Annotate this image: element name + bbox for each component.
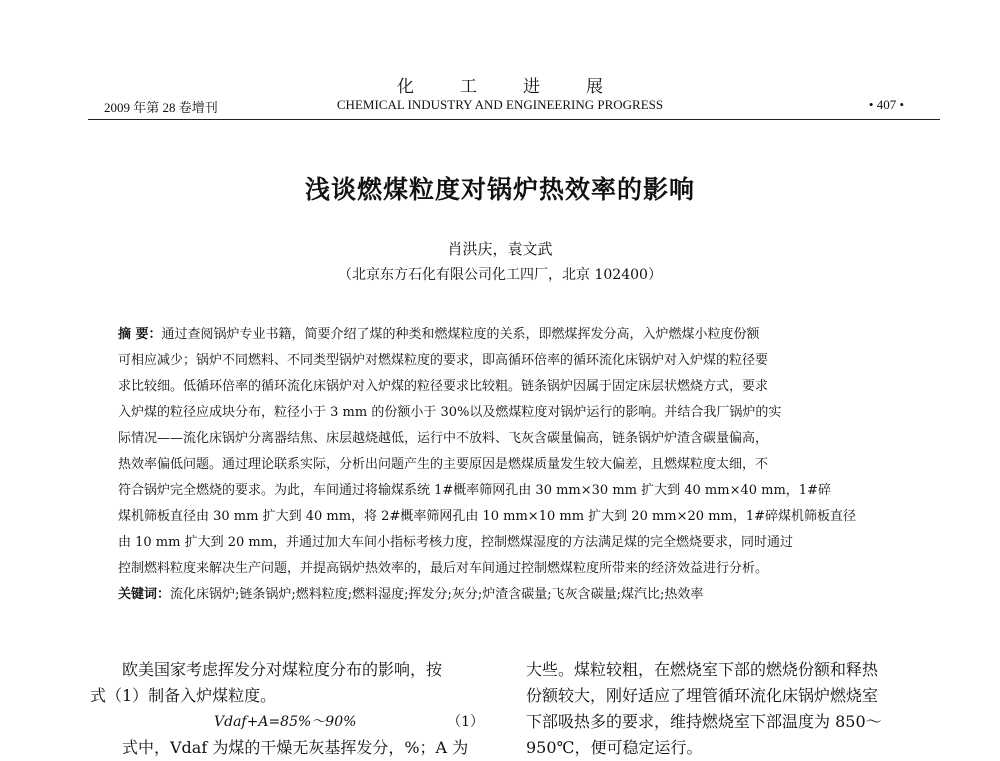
body-line: 欧美国家考虑挥发分对煤粒度分布的影响，按 [122,660,443,679]
abstract-line [118,322,898,348]
body-line: 式中，Vdaf 为煤的干燥无灰基挥发分，%；A 为 [122,738,469,757]
keywords-line [118,582,898,608]
body-line: 份额较大，刚好适应了埋管循环流化床锅炉燃烧室 [526,686,879,705]
issue-info: 2009 年第 28 卷增刊 [104,100,218,115]
abstract-line: 热效率偏低问题。通过理论联系实际，分析出问题产生的主要原因是燃煤质量发生较大偏差，且燃煤粒度太细，不 [118,457,769,472]
journal-name-en: CHEMICAL INDUSTRY AND ENGINEERING PROGRESS [336,97,664,112]
body-column-right [526,657,940,761]
abstract-line: 际情况——流化床锅炉分离器结焦、床层越烧越低，运行中不放料、飞灰含碳量偏高，链条锅炉炉渣含碳量偏高， [118,431,769,446]
article-title: 浅谈燃煤粒度对锅炉热效率的影响 [304,175,695,204]
body-line: 下部吸热多的要求，维持燃烧室下部温度为 850～ [526,712,882,731]
author-affiliation: （北京东方石化有限公司化工四厂，北京 102400） [338,267,662,283]
abstract-line: 求比较细。低循环倍率的循环流化床锅炉对入炉煤的粒径要求比较粗。链条锅炉因属于固定床层状燃烧方式，要求 [118,379,769,394]
body-line: 式（1）制备入炉煤粒度。 [90,686,277,705]
abstract [118,322,898,608]
equation-number: （1） [447,714,484,730]
header-rule [88,119,940,120]
page-number: • 407 • [868,97,904,112]
abstract-line: 煤机筛板直径由 30 mm 扩大到 40 mm，将 2#概率筛网孔由 10 mm×10 mm 扩大到 20 mm×20 mm，1#碎煤机筛板直径 [118,509,857,524]
keywords-text: 流化床锅炉;链条锅炉;燃料粒度;燃料湿度;挥发分;灰分;炉渣含碳量;飞灰含碳量;煤汽比;热效率 [170,587,704,602]
body-line: 大些。煤粒较粗，在燃烧室下部的燃烧份额和释热 [526,660,879,679]
article-authors: 肖洪庆，袁文武 [447,240,553,258]
abstract-line: 可相应减少；锅炉不同燃料、不同类型锅炉对燃煤粒度的要求，即高循环倍率的循环流化床锅炉对入炉煤的粒径要 [118,353,769,368]
body-column-left [90,657,500,761]
journal-name-cn: 化工进展 [397,77,649,97]
equation-1 [90,709,500,735]
abstract-line: 符合锅炉完全燃烧的要求。为此，车间通过将输煤系统 1#概率筛网孔由 30 mm×30 mm 扩大到 40 mm×40 mm，1#碎 [118,483,831,498]
keywords-label: 关键词： [118,587,171,602]
body-line: 950℃，便可稳定运行。 [526,738,703,757]
abstract-text: 通过查阅锅炉专业书籍，简要介绍了煤的种类和燃煤粒度的关系，即燃煤挥发分高，入炉燃煤小粒度份额 [161,327,760,342]
equation-text: Vdaf+A=85%～90% [214,714,357,730]
abstract-line: 由 10 mm 扩大到 20 mm，并通过加大车间小指标考核力度，控制燃煤湿度的方法满足煤的完全燃烧要求，同时通过 [118,535,794,550]
abstract-label: 摘 要： [118,327,162,342]
abstract-line: 入炉煤的粒径应成块分布，粒径小于 3 mm 的份额小于 30%以及燃煤粒度对锅炉运行的影响。并结合我厂锅炉的实 [118,405,782,420]
abstract-line: 控制燃料粒度来解决生产问题，并提高锅炉热效率的，最后对车间通过控制燃煤粒度所带来的经济效益进行分析。 [118,561,769,576]
